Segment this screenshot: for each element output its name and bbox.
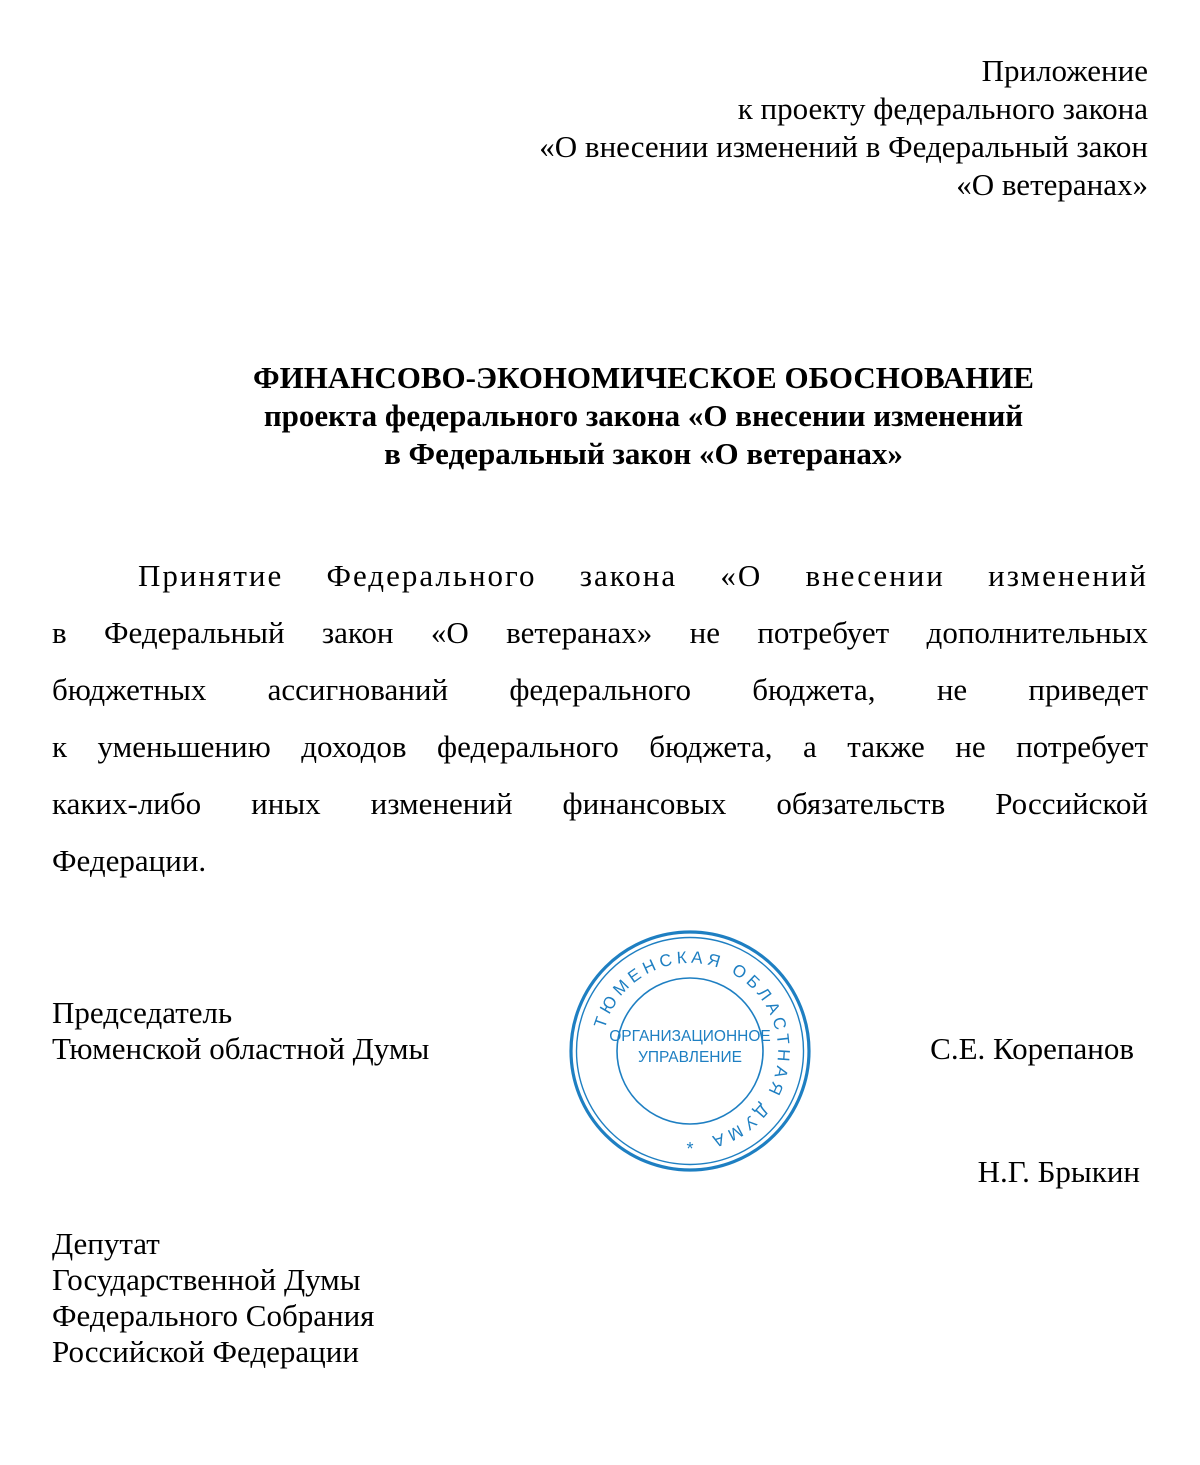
body-line: каких-либо иных изменений финансовых обязательств Российской xyxy=(52,786,1148,821)
position-line: Тюменской областной Думы xyxy=(52,1031,430,1066)
position-line: Российской Федерации xyxy=(52,1334,359,1369)
official-stamp xyxy=(567,928,813,1174)
position-line: Федерального Собрания xyxy=(52,1298,375,1333)
title-line: ФИНАНСОВО-ЭКОНОМИЧЕСКОЕ ОБОСНОВАНИЕ xyxy=(253,360,1034,395)
appendix-line: «О внесении изменений в Федеральный закон xyxy=(539,129,1148,164)
position-line: Председатель xyxy=(52,995,233,1030)
document-title xyxy=(0,359,1200,473)
body-line: Федерации. xyxy=(52,843,207,878)
signatory-name-deputy: Н.Г. Брыкин xyxy=(977,1154,1140,1189)
signatory-name-chairman: С.Е. Корепанов xyxy=(930,1031,1134,1066)
stamp-ring-text: ТЮМЕНСКАЯ ОБЛАСТНАЯ ДУМА xyxy=(590,947,794,1152)
stamp-star: * xyxy=(686,1139,694,1159)
appendix-header xyxy=(539,52,1148,204)
body-line: бюджетных ассигнований федерального бюджета, не приведет xyxy=(52,672,1148,707)
signature-position-deputy xyxy=(52,1226,374,1370)
position-line: Государственной Думы xyxy=(52,1262,361,1297)
stamp-center-text xyxy=(567,1026,813,1068)
appendix-line: Приложение xyxy=(981,53,1148,88)
body-line: Принятие Федерального закона «О внесении изменений xyxy=(138,558,1148,593)
appendix-line: «О ветеранах» xyxy=(956,167,1148,202)
stamp-center-line: УПРАВЛЕНИЕ xyxy=(638,1049,742,1066)
body-line: к уменьшению доходов федерального бюджета, а также не потребует xyxy=(52,729,1148,764)
body-line: в Федеральный закон «О ветеранах» не потребует дополнительных xyxy=(52,615,1148,650)
appendix-line: к проекту федерального закона xyxy=(737,91,1148,126)
stamp-center-line: ОРГАНИЗАЦИОННОЕ xyxy=(609,1028,771,1045)
body-paragraph xyxy=(52,547,1148,889)
title-line: в Федеральный закон «О ветеранах» xyxy=(384,436,903,471)
position-line: Депутат xyxy=(52,1226,160,1261)
signature-position-chairman xyxy=(52,995,429,1067)
title-line: проекта федерального закона «О внесении изменений xyxy=(263,398,1024,433)
